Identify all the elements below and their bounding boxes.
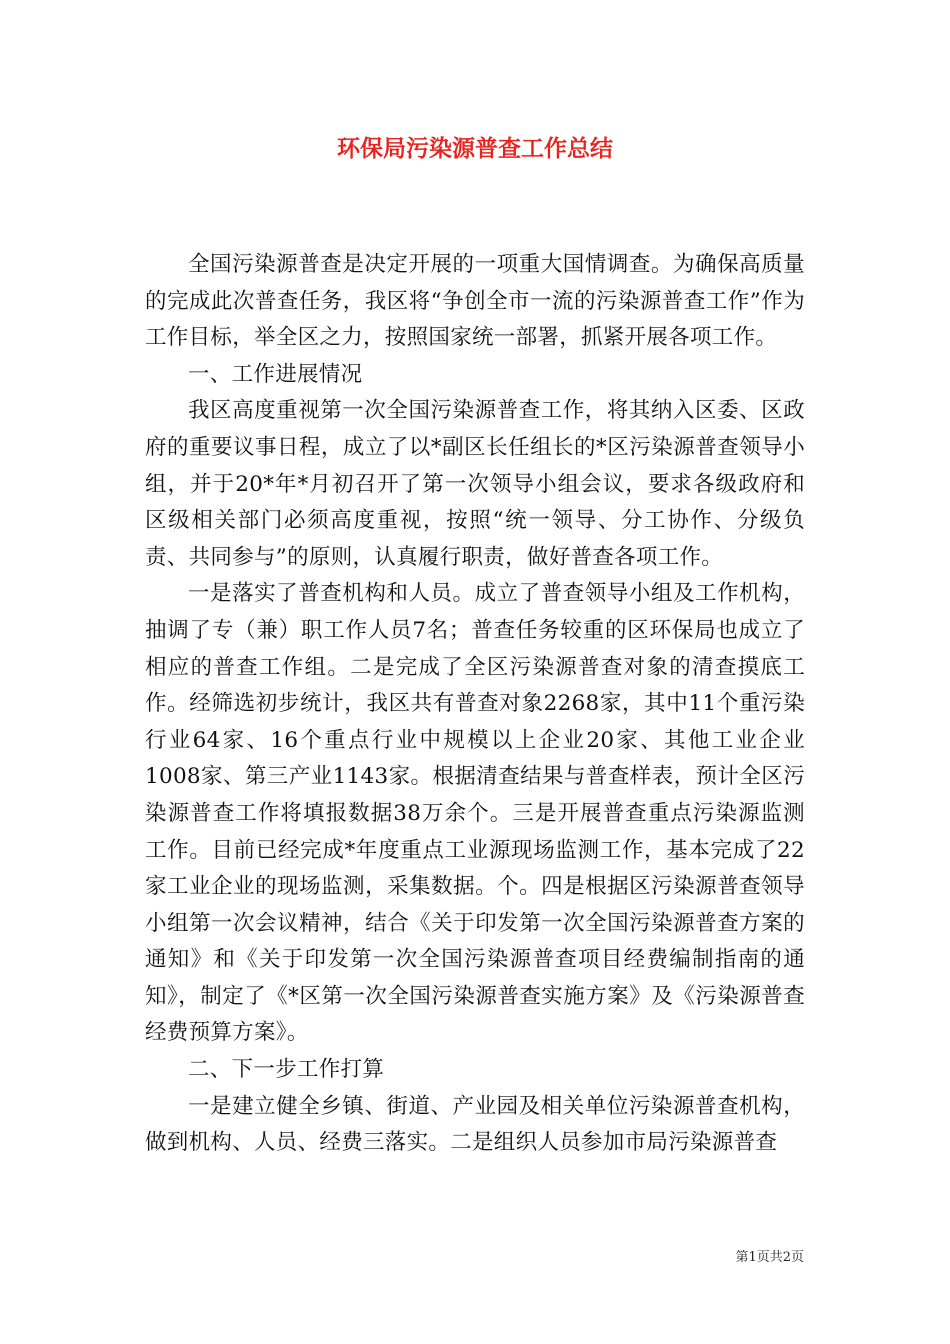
document-body	[145, 247, 805, 1162]
section-heading-next-steps: 二、下一步工作打算	[188, 1057, 385, 1083]
document-title: 环保局污染源普查工作总结	[337, 136, 613, 162]
page-number: 第1页共2页	[735, 1250, 804, 1265]
paragraph-leadership: 我区高度重视第一次全国污染源普查工作，将其纳入区委、区政府的重要议事日程，成立了以*副区长任组长的*区污染源普查领导小组，并于20*年*月初召开了第一次领导小组会议，要求各级政府和区级相关部门必须高度重视，按照“统一领导、分工协作、分级负责、共同参与”的原则，认真履行职责，做好普查各项工作。	[145, 398, 805, 570]
paragraph-next-steps: 一是建立健全乡镇、街道、产业园及相关单位污染源普查机构，做到机构、人员、经费三落实。二是组织人员参加市局污染源普查	[145, 1093, 805, 1156]
section-heading-progress: 一、工作进展情况	[188, 361, 363, 387]
paragraph-details: 一是落实了普查机构和人员。成立了普查领导小组及工作机构，抽调了专（兼）职工作人员7名；普查任务较重的区环保局也成立了相应的普查工作组。二是完成了全区污染源普查对象的清查摸底工作。经筛选初步统计，我区共有普查对象2268家，其中11个重污染行业64家、16个重点行业中规模以上企业20家、其他工业企业1008家、第三产业1143家。根据清查结果与普查样表，预计全区污染源普查工作将填报数据38万余个。三是开展普查重点污染源监测工作。目前已经完成*年度重点工业源现场监测工作，基本完成了22家工业企业的现场监测，采集数据。个。四是根据区污染源普查领导小组第一次会议精神，结合《关于印发第一次全国污染源普查方案的通知》和《关于印发第一次全国污染源普查项目经费编制指南的通知》，制定了《*区第一次全国污染源普查实施方案》及《污染源普查经费预算方案》。	[145, 581, 805, 1046]
paragraph-intro: 全国污染源普查是决定开展的一项重大国情调查。为确保高质量的完成此次普查任务，我区将“争创全市一流的污染源普查工作”作为工作目标，举全区之力，按照国家统一部署，抓紧开展各项工作。	[145, 252, 805, 351]
